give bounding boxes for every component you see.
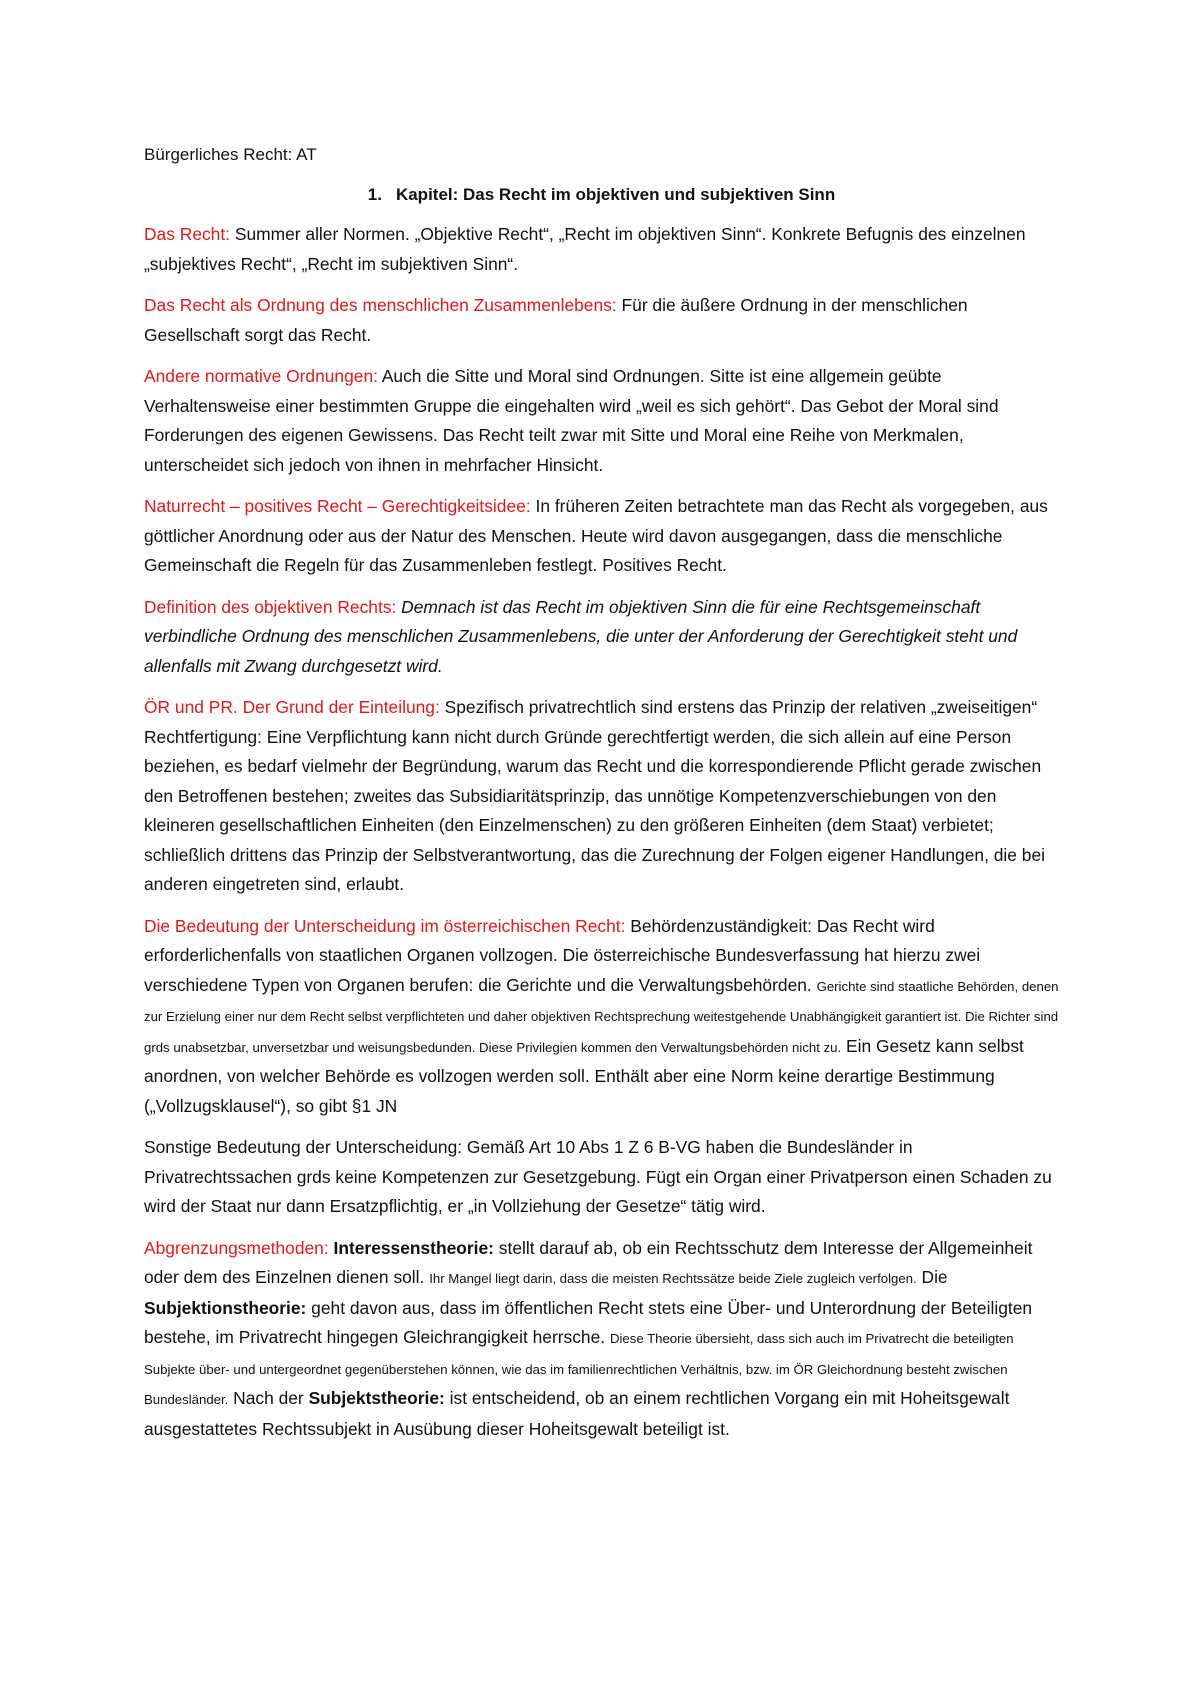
paragraph-body: Ein Gesetz kann selbst anordnen, von welcher Behörde es vollzogen werden soll. Enthält aber eine Norm keine derartige Bestimmung („Vollzugsklausel“), so gibt §1 JN <box>144 1035 1024 1116</box>
paragraph-heading: Naturrecht – positives Recht – Gerechtigkeitsidee: <box>144 496 531 516</box>
paragraph-body: In früheren Zeiten betrachtete man das Recht als vorgegeben, aus göttlicher Anordnung oder aus der Natur des Menschen. Heute wird davon ausgegangen, dass die menschliche Gemeinschaft die Regeln für das Zusammenleben festlegt. Positives Recht. <box>144 496 1048 575</box>
term-subjektstheorie: Subjektstheorie: <box>308 1388 445 1408</box>
term-interessenstheorie: Interessenstheorie: <box>333 1237 494 1258</box>
paragraph-bedeutung <box>144 912 1059 1122</box>
paragraph-body: Nach der <box>228 1388 309 1408</box>
paragraph-body: Die <box>916 1267 948 1287</box>
paragraph-heading: Abgrenzungsmethoden: <box>144 1237 329 1258</box>
paragraph-small-note: Gerichte sind staatliche Behörden, denen zur Erzielung einer nur dem Recht selbst verpflichteten und daher objektiven Rechtsprechung weitestgehende Unabhängigkeit garantiert ist. Die Richter sind grds unabsetzbar, unversetzbar und weisungsbedunden. Diese Privilegien kommen den Verwaltungsbehörden nicht zu. <box>144 978 1059 1055</box>
paragraph-heading: Die Bedeutung der Unterscheidung im österreichischen Recht: <box>144 915 626 936</box>
paragraph-sonstige-bedeutung <box>144 1133 1059 1222</box>
paragraph-definition <box>144 593 1059 682</box>
paragraph-body: geht davon aus, dass im öffentlichen Recht stets eine Über- und Unterordnung der Beteiligten bestehe, im Privatrecht hingegen Gleichrangigkeit herrsche. <box>144 1297 1033 1347</box>
paragraph-body: Für die äußere Ordnung in der menschlichen Gesellschaft sorgt das Recht. <box>144 295 968 345</box>
term-subjektionstheorie: Subjektionstheorie: <box>144 1297 307 1318</box>
chapter-number: 1. <box>367 185 382 204</box>
paragraph-body: Spezifisch privatrechtlich sind erstens das Prinzip der relativen „zweiseitigen“ Rechtfertigung: Eine Verpflichtung kann nicht durch Gründe gerechtfertigt werden, die sich allein auf eine Person beziehen, es bedarf vielmehr der Begründung, warum das Recht und die korrespondierende Pflicht gerade zwischen den Betroffenen bestehen; zweites das Subsidiaritätsprinzip, das unnötige Kompetenzverschiebungen von den kleineren gesellschaftlichen Einheiten (den Einzelmenschen) zu den größeren Einheiten (dem Staat) verbietet; schließlich drittens das Prinzip der Selbstverantwortung, das die Zurechnung der Folgen eigener Handlungen, die bei anderen eingetreten sind, erlaubt. <box>144 697 1045 894</box>
paragraph-abgrenzung <box>144 1234 1059 1445</box>
document-page <box>144 140 1059 1456</box>
paragraph-body: ist entscheidend, ob an einem rechtlichen Vorgang ein mit Hoheitsgewalt ausgestattetes Rechtssubjekt in Ausübung dieser Hoheitsgewalt beteiligt ist. <box>144 1388 1010 1439</box>
paragraph-heading: ÖR und PR. Der Grund der Einteilung: <box>144 697 440 717</box>
paragraph-body: Behördenzuständigkeit: Das Recht wird erforderlichenfalls von staatlichen Organen vollzogen. Die österreichische Bundesverfassung hat hierzu zwei verschiedene Typen von Organen berufen: die Gerichte und die Verwaltungsbehörden. <box>144 915 981 995</box>
document-title: Bürgerliches Recht: AT <box>144 145 317 164</box>
paragraph-body: Demnach ist das Recht im objektiven Sinn die für eine Rechtsgemeinschaft verbindliche Ordnung des menschlichen Zusammenlebens, die unter der Anforderung der Gerechtigkeit steht und allenfalls mit Zwang durchgesetzt wird. <box>144 596 1018 676</box>
paragraph-body: stellt darauf ab, ob ein Rechtsschutz dem Interesse der Allgemeinheit oder dem des Einzelnen dienen soll. <box>144 1237 1033 1287</box>
paragraph-ordnung <box>144 291 1059 350</box>
paragraph-body: Auch die Sitte und Moral sind Ordnungen. Sitte ist eine allgemein geübte Verhaltensweise einer bestimmten Gruppe die eingehalten wird „weil es sich gehört“. Das Gebot der Moral sind Forderungen des eigenen Gewissens. Das Recht teilt zwar mit Sitte und Moral eine Reihe von Merkmalen, unterscheidet sich jedoch von ihnen in mehrfacher Hinsicht. <box>144 366 999 475</box>
paragraph-normative-ordnungen <box>144 362 1059 480</box>
paragraph-small-note: Ihr Mangel liegt darin, dass die meisten Rechtssätze beide Ziele zugleich verfolgen. <box>429 1271 917 1286</box>
paragraph-das-recht <box>144 220 1059 279</box>
paragraph-heading: Das Recht: <box>144 224 231 244</box>
paragraph-body: Summer aller Normen. „Objektive Recht“, „Recht im objektiven Sinn“. Konkrete Befugnis des einzelnen „subjektives Recht“, „Recht im subjektiven Sinn“. <box>144 224 1026 274</box>
paragraph-heading: Andere normative Ordnungen: <box>144 366 378 386</box>
paragraph-body: Sonstige Bedeutung der Unterscheidung: Gemäß Art 10 Abs 1 Z 6 B-VG haben die Bundesländer in Privatrechtssachen grds keine Kompetenzen zur Gesetzgebung. Fügt ein Organ einer Privatperson einen Schaden zu wird der Staat nur dann Ersatzpflichtig, er „in Vollziehung der Gesetze“ tätig wird. <box>144 1137 1052 1216</box>
paragraph-einteilung <box>144 693 1059 900</box>
chapter-heading <box>144 180 1059 209</box>
paragraph-heading: Definition des objektiven Rechts: <box>144 596 397 617</box>
paragraph-heading: Das Recht als Ordnung des menschlichen Zusammenlebens: <box>144 295 617 315</box>
chapter-title: Kapitel: Das Recht im objektiven und subjektiven Sinn <box>395 185 836 204</box>
paragraph-naturrecht <box>144 492 1059 581</box>
paragraph-small-note: Diese Theorie übersieht, dass sich auch im Privatrecht die beteiligten Subjekte über- und untergeordnet gegenüberstehen können, wie das im familienrechtlichen Verhältnis, bzw. im ÖR Gleichordnung besteht zwischen Bundesländer. <box>144 1331 1014 1407</box>
